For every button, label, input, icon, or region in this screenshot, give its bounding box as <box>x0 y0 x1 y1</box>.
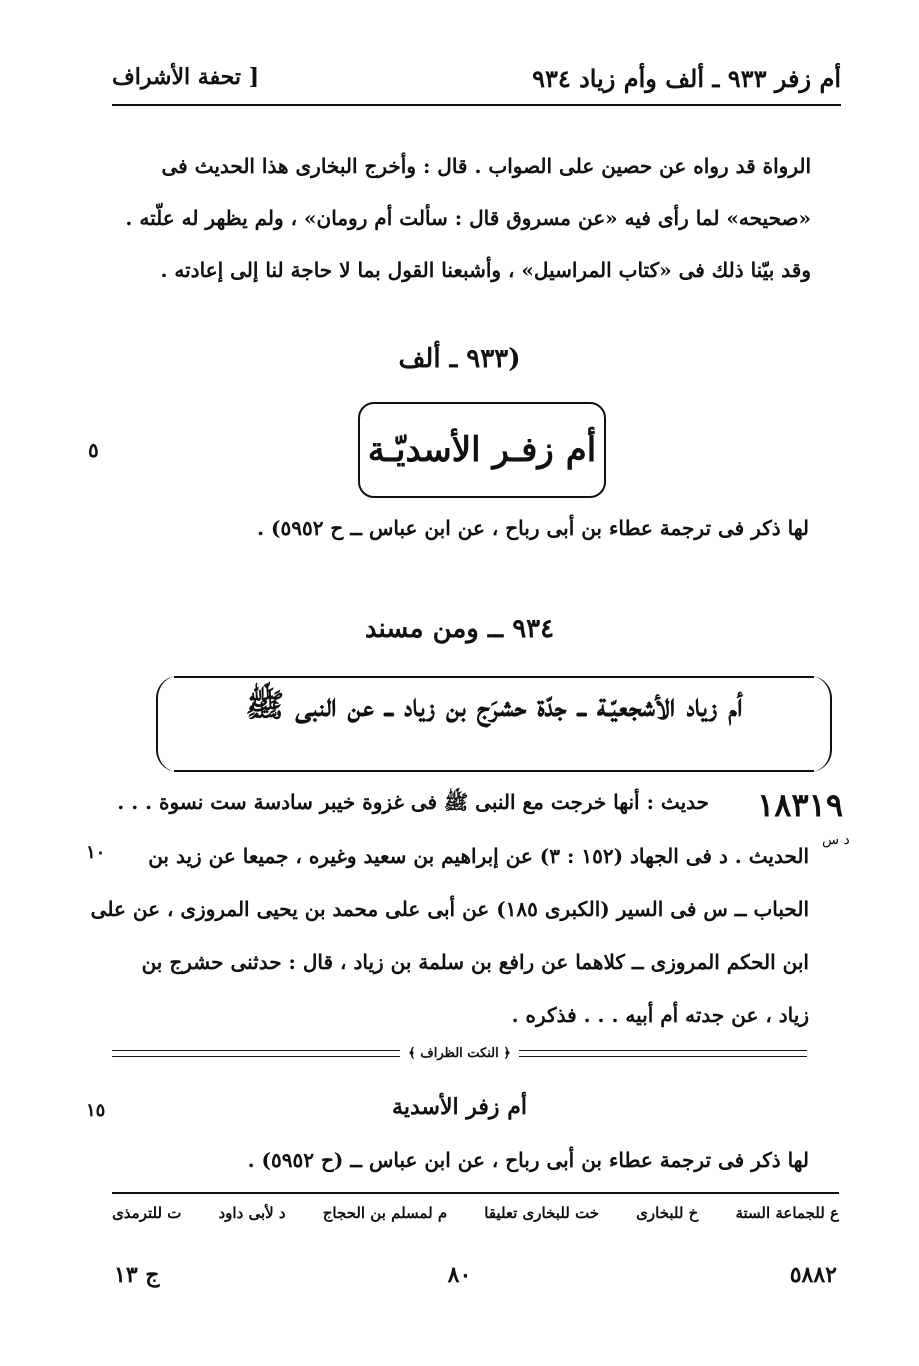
volume-number: ج ١٣ <box>114 1262 160 1288</box>
margin-line-number: ٥ <box>88 438 99 462</box>
sigla-item: خت للبخارى تعليقا <box>484 1204 600 1222</box>
sigla-legend <box>112 1204 839 1222</box>
sigla-item: م لمسلم بن الحجاج <box>322 1204 448 1222</box>
page-number: ٨٠ <box>447 1262 472 1288</box>
running-head-right: أم زفر ٩٣٣ ـ ألف وأم زياد ٩٣٤ <box>532 64 841 93</box>
hadith-line: حديث : أنها خرجت مع النبى ﷺ فى غزوة خيبر سادسة ست نسوة . . . <box>117 790 709 814</box>
box-rule <box>174 770 814 772</box>
entry-number-934: ٩٣٤ ــ ومن مسند <box>364 614 555 644</box>
margin-line-number: ١٥ <box>86 1100 106 1121</box>
entry-name: أم زياد الأشجعيّـة ــ جدّة حشرَج بن زياد ــ عن النبى ﷺ <box>245 686 743 724</box>
entry-name: أم زفـر الأسديّـة <box>367 430 597 470</box>
page-code: ٥٨٨٢ <box>789 1262 837 1288</box>
hadith-sigla: د س <box>822 832 850 848</box>
header-rule <box>112 104 841 106</box>
entry-number-933: (٩٣٣ ـ ألف <box>398 344 521 374</box>
hadith-line: الحديث . د فى الجهاد (١٥٢ : ٣) عن إبراهيم بن سعيد وغيره ، جميعا عن زيد بن <box>148 844 809 868</box>
margin-line-number: ١٠ <box>86 842 106 863</box>
hadith-number: ١٨٣١٩ <box>757 786 843 824</box>
sigla-item: ع للجماعة الستة <box>735 1204 839 1222</box>
sigla-item: ت للترمذى <box>112 1204 182 1222</box>
intro-line: «صحيحه» لما رأى فيه «عن مسروق قال : سألت أم رومان» ، ولم يظهر له علّته . <box>125 206 811 230</box>
divider-label: ﴿ النكت الظراف ﴾ <box>400 1046 519 1061</box>
divider-label-wrap <box>0 1042 919 1061</box>
sigla-item: د لأبى داود <box>218 1204 286 1222</box>
footer-rule <box>112 1192 839 1194</box>
entry-note: لها ذكر فى ترجمة عطاء بن أبى رباح ، عن ابن عباس ــ ح ٥٩٥٢) . <box>257 516 809 540</box>
entry-name-box <box>358 402 606 498</box>
hadith-line: ابن الحكم المروزى ــ كلاهما عن رافع بن سلمة بن زياد ، قال : حدثنى حشرج بن <box>141 950 809 974</box>
hadith-line: الحباب ــ س فى السير (الكبرى ١٨٥) عن أبى على محمد بن يحيى المروزى ، عن على <box>90 897 809 921</box>
running-head-left: [ تحفة الأشراف <box>112 64 260 90</box>
intro-line: الرواة قد رواه عن حصين على الصواب . قال : وأخرج البخارى هذا الحديث فى <box>161 154 811 178</box>
intro-line: وقد بيّنا ذلك فى «كتاب المراسيل» ، وأشبعنا القول بما لا حاجة لنا إلى إعادته . <box>160 258 811 282</box>
box-rule <box>174 676 814 678</box>
nukat-title: أم زفر الأسدية <box>392 1094 527 1120</box>
hadith-line: زياد ، عن جدته أم أبيه . . . فذكره . <box>511 1003 809 1027</box>
nukat-text: لها ذكر فى ترجمة عطاء بن أبى رباح ، عن ابن عباس ــ (ح ٥٩٥٢) . <box>247 1148 809 1172</box>
sigla-item: خ للبخارى <box>636 1204 699 1222</box>
